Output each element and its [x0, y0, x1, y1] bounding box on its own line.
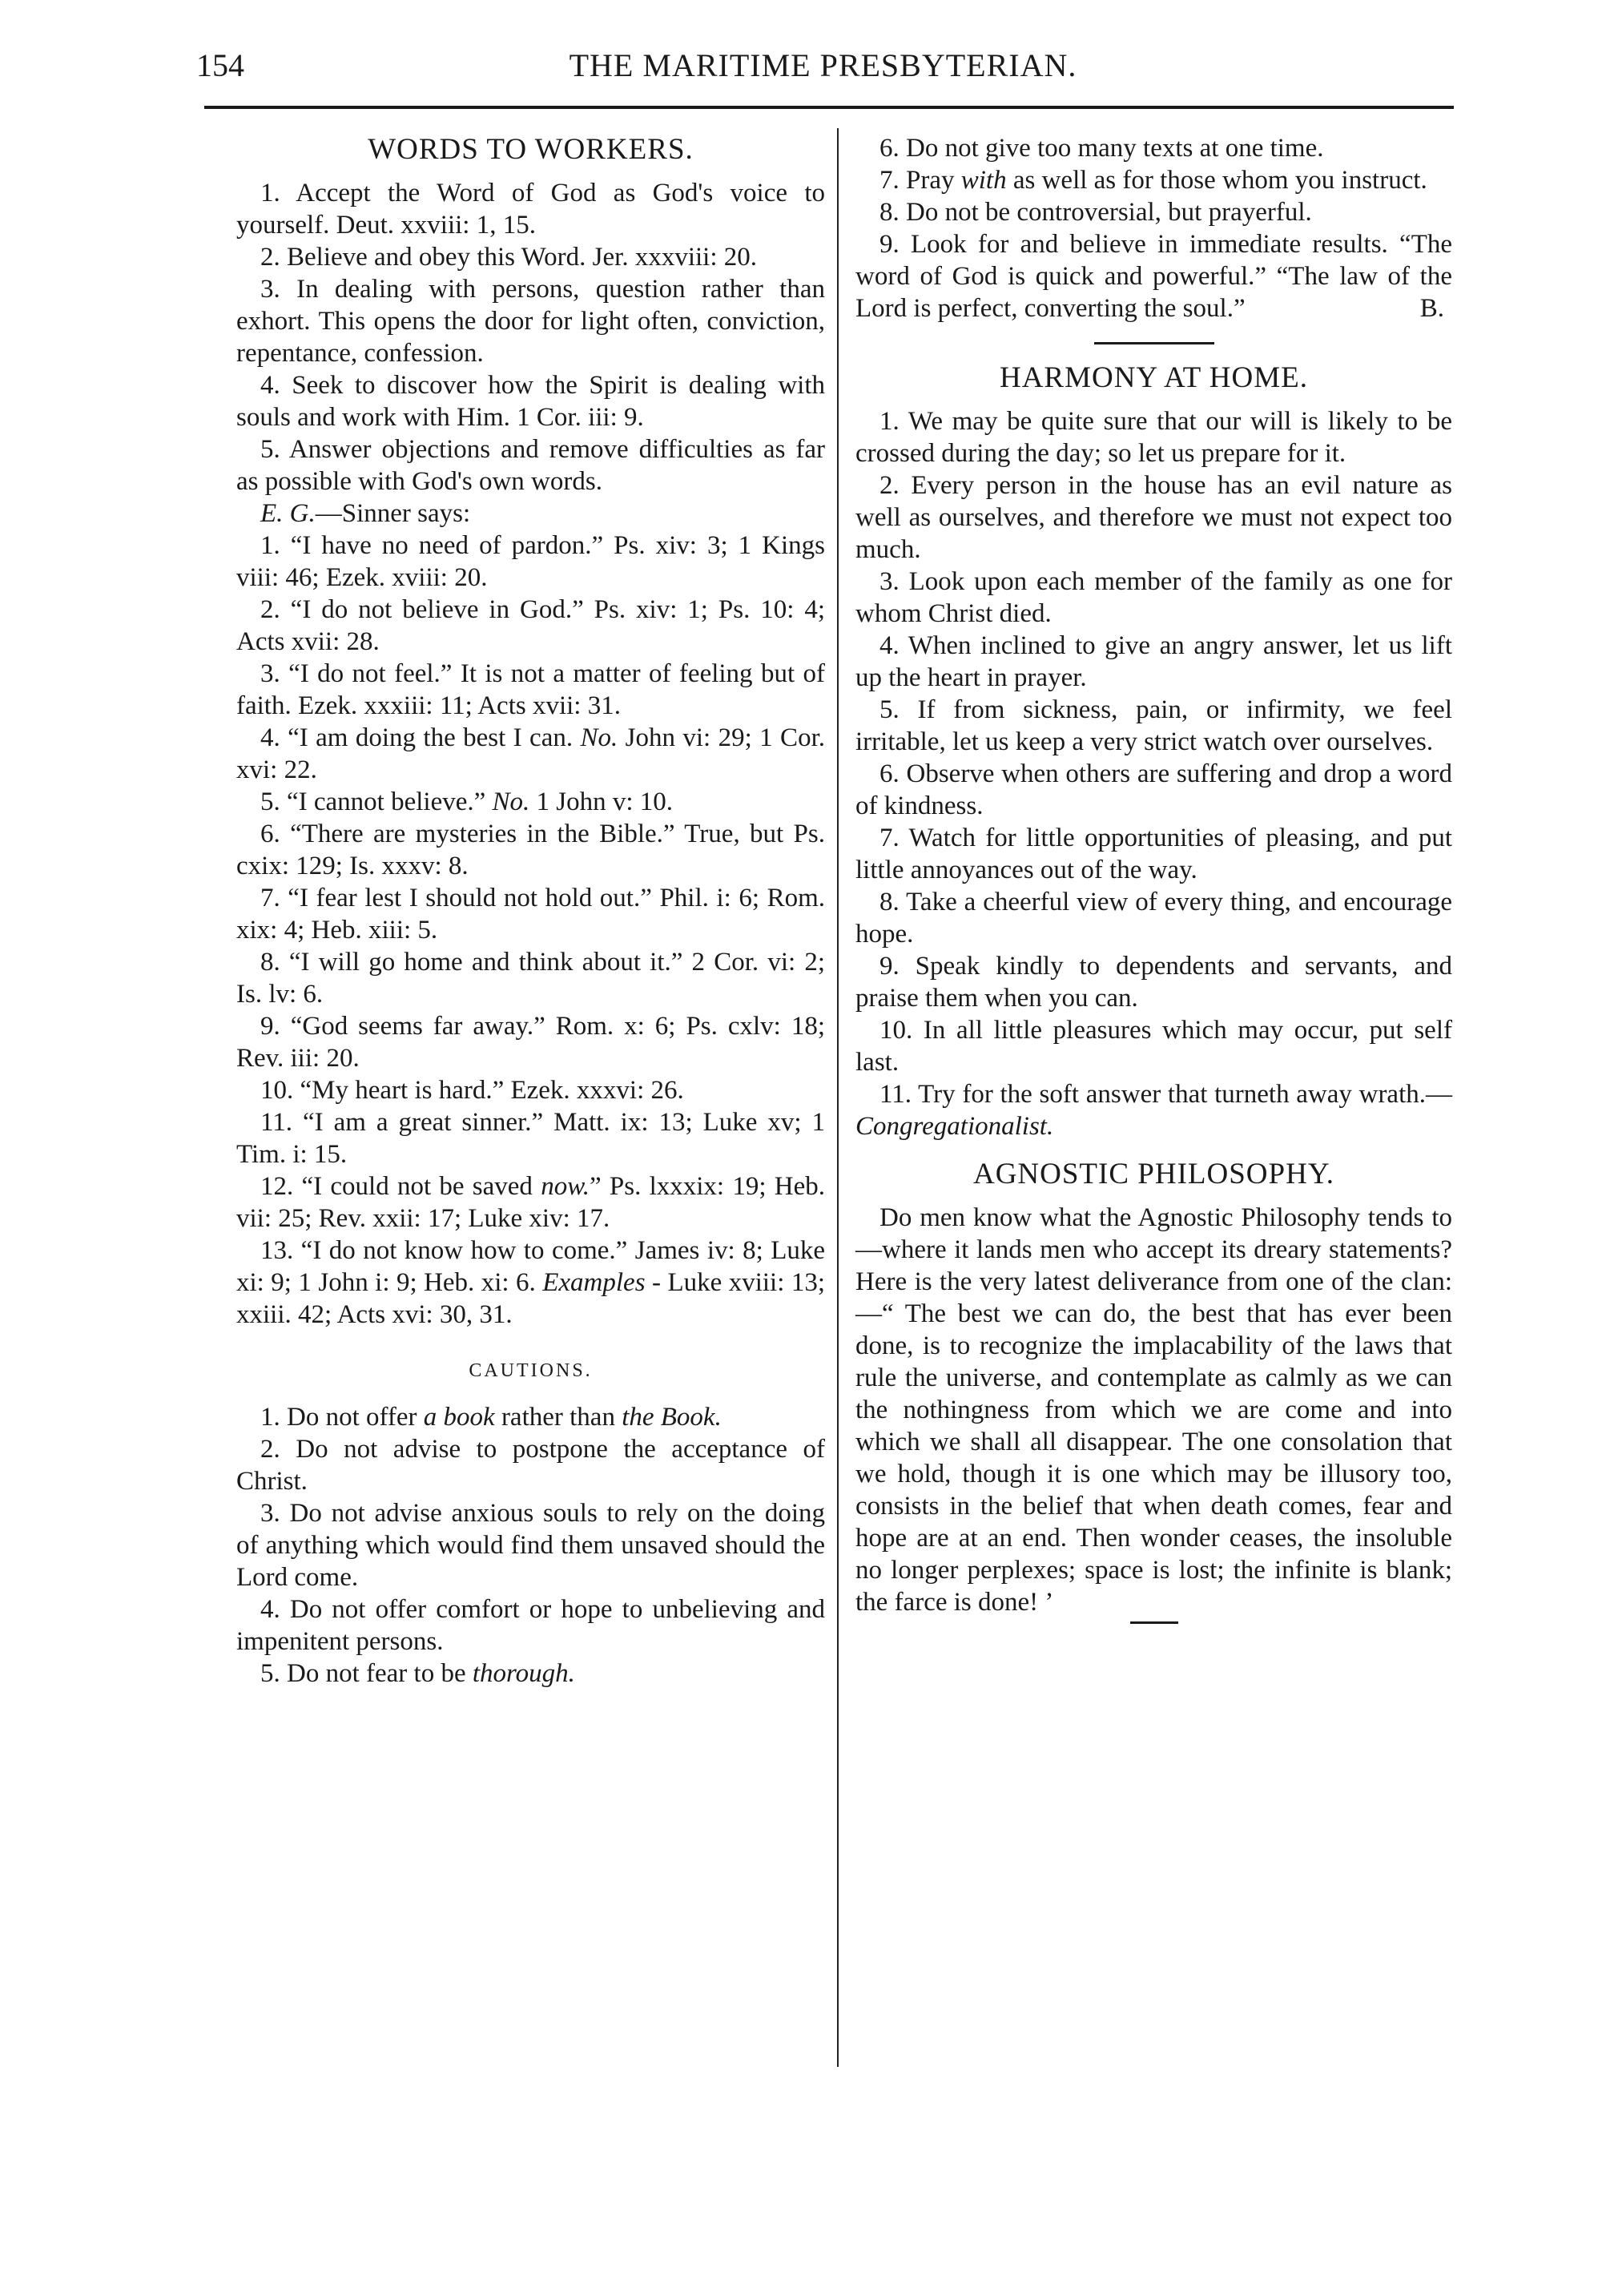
sinner-item: 10. “My heart is hard.” Ezek. xxxvi: 26. [260, 1076, 684, 1105]
sinner-item: 9. “God seems far away.” Rom. x: 6; Ps. cxlv: 18; Rev. iii: 20. [236, 1012, 825, 1073]
caution-item: 3. Do not advise anxious souls to rely on the doing of anything which would find them unsaved should the Lord come. [236, 1499, 825, 1592]
sinner-item-4b: No. [580, 723, 618, 752]
caution-item [236, 1658, 825, 1690]
sinner-item-5-ref: 1 John v: 10. [536, 787, 674, 816]
caution-5a: 5. Do not fear to be [260, 1659, 466, 1688]
eg-text: —Sinner says: [315, 499, 471, 528]
harmony-item: 1. We may be quite sure that our will is likely to be crossed during the day; so let us prepare for it. [855, 407, 1452, 468]
workers-item: 3. In dealing with persons, question rather than exhort. This opens the door for light often, conviction, repentance, confession. [236, 275, 825, 368]
caution-7b: as well as for those whom you instruct. [1012, 166, 1427, 195]
workers-item: 4. Seek to discover how the Spirit is dealing with souls and work with Him. 1 Cor. iii: 9. [236, 371, 825, 432]
harmony-item: 8. Take a cheerful view of every thing, and encourage hope. [855, 888, 1452, 949]
caution-item: 4. Do not offer comfort or hope to unbelieving and impenitent persons. [236, 1595, 825, 1656]
sinner-item-13-rest: - Luke xviii: 13; xxiii. 42; Acts xvi: 30, 31. [236, 1268, 825, 1329]
page-header [196, 46, 1450, 95]
caution-item: 8. Do not be controversial, but prayerful. [879, 198, 1312, 227]
harmony-item: 5. If from sickness, pain, or infirmity, we feel irritable, let us keep a very strict watch over ourselves. [855, 695, 1452, 756]
signature: B. [1419, 294, 1444, 323]
sinner-item-5a: 5. “I cannot believe.” [260, 787, 486, 816]
header-rule [204, 106, 1454, 109]
workers-item: 1. Accept the Word of God as God's voice to yourself. Deut. xxviii: 1, 15. [236, 179, 825, 240]
caution-1-book1: a book [423, 1403, 495, 1432]
harmony-item: 7. Watch for little opportunities of pleasing, and put little annoyances out of the way. [855, 824, 1452, 884]
eg-line [236, 497, 825, 530]
sinner-item: 2. “I do not believe in God.” Ps. xiv: 1; Ps. 10: 4; Acts xvii: 28. [236, 595, 825, 656]
caution-item [236, 1401, 825, 1433]
cautions-title: CAUTIONS. [469, 1360, 593, 1381]
workers-item: 2. Believe and obey this Word. Jer. xxxviii: 20. [260, 243, 757, 272]
sinner-item [236, 1170, 825, 1235]
sinner-item-13-examples: Examples [542, 1268, 646, 1297]
sinner-item: 7. “I fear lest I should not hold out.” Phil. i: 6; Rom. xix: 4; Heb. xiii: 5. [236, 884, 825, 945]
sinner-item-5-no: No. [492, 787, 530, 816]
sinner-item [236, 1235, 825, 1331]
eg-label: E. G. [260, 499, 316, 528]
sinner-item: 8. “I will go home and think about it.” 2 Cor. vi: 2; Is. lv: 6. [236, 948, 825, 1009]
column-divider [837, 128, 839, 2067]
spacer [855, 1142, 1452, 1157]
caution-1-book2: the Book. [622, 1403, 722, 1432]
sinner-item-4a: 4. “I am doing the best I can. [260, 723, 574, 752]
caution-1b: rather than [501, 1403, 615, 1432]
sinner-item [236, 722, 825, 786]
harmony-item: 4. When inclined to give an angry answer, let us lift up the heart in prayer. [855, 631, 1452, 692]
sinner-item: 3. “I do not feel.” It is not a matter of feeling but of faith. Ezek. xxxiii: 11; Acts xvii: 31. [236, 659, 825, 720]
sinner-item [236, 786, 825, 818]
caution-7-with: with [960, 166, 1007, 195]
harmony-item: 6. Observe when others are suffering and drop a word of kindness. [855, 759, 1452, 820]
harmony-11a: 11. Try for the soft answer that turneth away wrath.— [879, 1080, 1452, 1109]
agnostic-title: AGNOSTIC PHILOSOPHY. [972, 1158, 1335, 1190]
harmony-item: 9. Speak kindly to dependents and servants, and praise them when you can. [855, 952, 1452, 1013]
caution-7a: 7. Pray [879, 166, 955, 195]
harmony-item [855, 1078, 1452, 1142]
sinner-item-12-rest: ” Ps. lxxxix: 19; Heb. vii: 25; Rev. xxii: 17; Luke xiv: 17. [236, 1172, 826, 1233]
page-number: 154 [196, 47, 244, 83]
harmony-item: 10. In all little pleasures which may occur, put self last. [855, 1016, 1452, 1077]
right-column [855, 132, 1452, 1624]
caution-9: 9. Look for and believe in immediate results. “The word of God is quick and powerful.” “The law of the Lord is perfect, converting the soul.” [855, 230, 1452, 323]
sinner-item-4c: John vi: 29; 1 Cor. xvi: 22. [236, 723, 825, 784]
section-rule [1094, 342, 1214, 344]
caution-1a: 1. Do not offer [260, 1403, 417, 1432]
harmony-11-source: Congregationalist. [855, 1112, 1054, 1141]
sinner-item-13a: 13. “I do not know how to come.” James iv: 8; Luke xi: 9; 1 John i: 9; Heb. xi: 6. [236, 1236, 825, 1297]
words-to-workers-title: WORDS TO WORKERS. [368, 133, 694, 166]
sinner-item-12-now: now. [541, 1172, 590, 1201]
agnostic-text: Do men know what the Agnostic Philosophy tends to—where it lands men who accept its dreary statements? Here is the very latest deliverance from one of the clan: —“ The best we can do, the best that has ever been done, is to recognize the implacability of the laws that rule the universe, and contemplate as calmly as we can the nothingness from which we are come and into which we shall all disappear. The one consolation that we hold, though it is one which may be illusory too, consists in the belief that when death comes, fear and hope are at an end. Then wonder ceases, the insoluble no longer perplexes; space is lost; the infinite is blank; the farce is done! ’ [855, 1203, 1452, 1617]
caution-item [855, 164, 1452, 196]
left-column [236, 132, 825, 1690]
harmony-item: 2. Every person in the house has an evil nature as well as ourselves, and therefore we must not expect too much. [855, 471, 1452, 564]
sinner-item: 11. “I am a great sinner.” Matt. ix: 13; Luke xv; 1 Tim. i: 15. [236, 1108, 825, 1169]
sinner-item: 6. “There are mysteries in the Bible.” True, but Ps. cxix: 129; Is. xxxv: 8. [236, 820, 825, 880]
sinner-item-12a: 12. “I could not be saved [260, 1172, 533, 1201]
caution-5b: thorough. [472, 1659, 575, 1688]
caution-item [855, 228, 1452, 324]
caution-item: 6. Do not give too many texts at one time. [879, 134, 1324, 163]
workers-item: 5. Answer objections and remove difficulties as far as possible with God's own words. [236, 435, 825, 496]
running-title: THE MARITIME PRESBYTERIAN. [569, 47, 1077, 83]
caution-item: 2. Do not advise to postpone the acceptance of Christ. [236, 1435, 825, 1496]
harmony-title: HARMONY AT HOME. [999, 361, 1308, 394]
sinner-item: 1. “I have no need of pardon.” Ps. xiv: 3; 1 Kings viii: 46; Ezek. xviii: 20. [236, 531, 825, 592]
end-rule [1130, 1621, 1178, 1624]
harmony-item: 3. Look upon each member of the family as one for whom Christ died. [855, 567, 1452, 628]
